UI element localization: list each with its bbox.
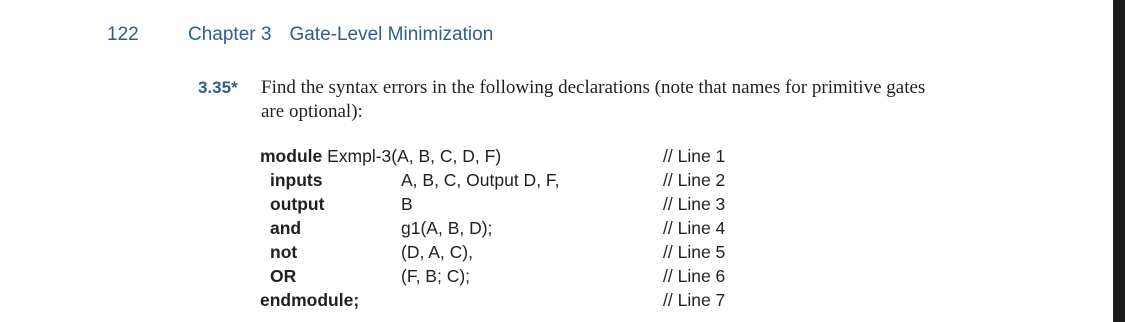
code-keyword: inputs xyxy=(270,170,323,190)
code-comment: // Line 1 xyxy=(663,146,726,166)
code-keyword: endmodule; xyxy=(260,290,360,310)
code-args: A, B, C, Output D, F, xyxy=(401,170,560,190)
code-comment: // Line 6 xyxy=(663,266,726,286)
code-args: Exmpl-3(A, B, C, D, F) xyxy=(327,146,502,166)
problem-text-line-2: are optional): xyxy=(261,101,363,122)
code-comment: // Line 4 xyxy=(663,218,726,238)
code-args: g1(A, B, D); xyxy=(401,218,493,238)
right-edge-bar xyxy=(1113,0,1125,322)
code-comment: // Line 2 xyxy=(663,170,726,190)
code-args: B xyxy=(401,194,413,214)
problem-number: 3.35* xyxy=(198,78,238,97)
page-number: 122 xyxy=(107,24,139,45)
chapter-title: Gate-Level Minimization xyxy=(289,24,494,45)
code-comment: // Line 3 xyxy=(663,194,726,214)
code-args: (F, B; C); xyxy=(401,266,471,286)
code-line-1 xyxy=(260,144,501,168)
code-keyword: output xyxy=(270,194,325,214)
chapter-label: Chapter 3 xyxy=(188,24,272,45)
code-comment: // Line 7 xyxy=(663,290,726,310)
problem-text-line-1: Find the syntax errors in the following declarations (note that names for primitive gates xyxy=(261,77,926,98)
code-args: (D, A, C), xyxy=(401,242,473,262)
code-keyword: OR xyxy=(270,266,297,286)
code-comment: // Line 5 xyxy=(663,242,726,262)
code-keyword: and xyxy=(270,218,302,238)
running-head xyxy=(188,24,493,46)
code-keyword: not xyxy=(270,242,298,262)
code-keyword: module xyxy=(260,146,323,166)
